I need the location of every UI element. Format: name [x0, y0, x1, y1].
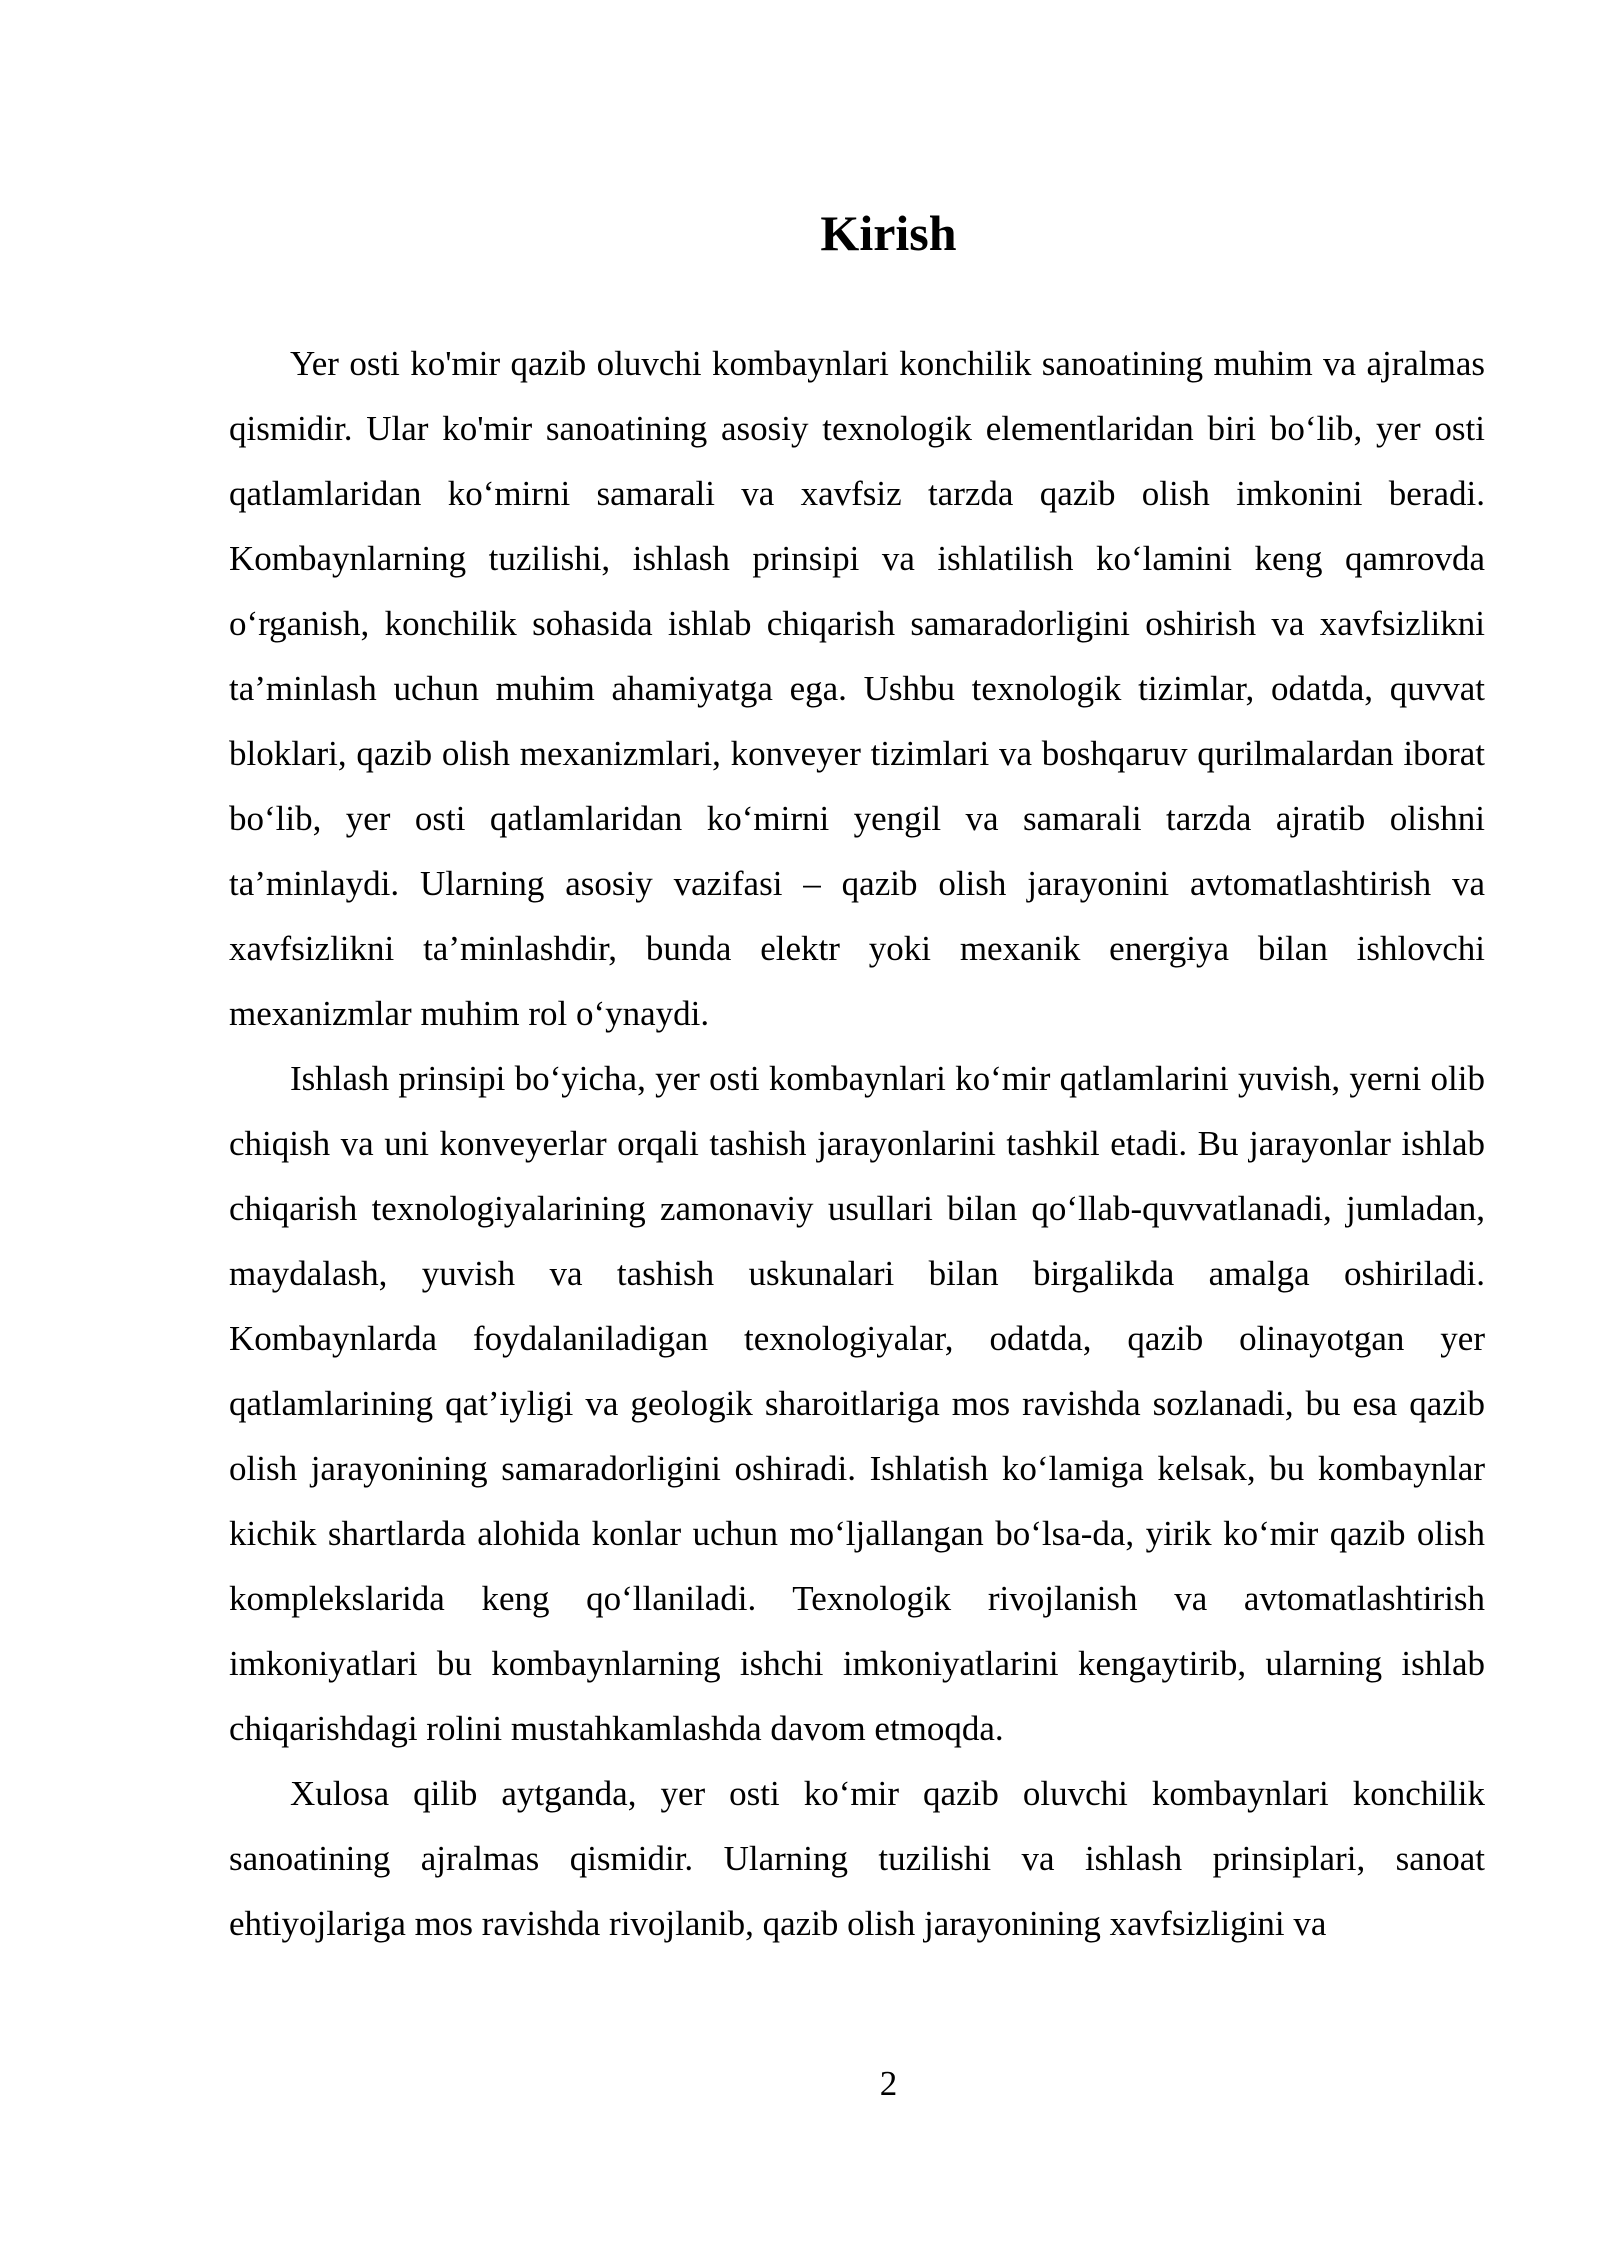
paragraph-introduction: Yer osti ko'mir qazib oluvchi kombaynlari konchilik sanoatining muhim va ajralmas qismidir. Ular ko'mir sanoatining asosiy texnologik elementlaridan biri bo‘lib, yer osti qatlamlaridan ko‘mirni samarali va xavfsiz tarzda qazib olish imkonini beradi. Kombaynlarning tuzilishi, ishlash prinsipi va ishlatilish ko‘lamini keng qamrovda o‘rganish, konchilik sohasida ishlab chiqarish samaradorligini oshirish va xavfsizlikni ta’minlash uchun muhim ahamiyatga ega. Ushbu texnologik tizimlar, odatda, quvvat bloklari, qazib olish mexanizmlari, konveyer tizimlari va boshqaruv qurilmalardan iborat bo‘lib, yer osti qatlamlaridan ko‘mirni yengil va samarali tarzda ajratib olishni ta’minlaydi. Ularning asosiy vazifasi – qazib olish jarayonini avtomatlashtirish va xavfsizlikni ta’minlashdir, bunda elektr yoki mexanik energiya bilan ishlovchi mexanizmlar muhim rol o‘ynaydi. — [229, 344, 1485, 1033]
paragraph-working-principle: Ishlash prinsipi bo‘yicha, yer osti kombaynlari ko‘mir qatlamlarini yuvish, yerni olib chiqish va uni konveyerlar orqali tashish jarayonlarini tashkil etadi. Bu jarayonlar ishlab chiqarish texnologiyalarining zamonaviy usullari bilan qo‘llab-quvvatlanadi, jumladan, maydalash, yuvish va tashish uskunalari bilan birgalikda amalga oshiriladi. Kombaynlarda foydalaniladigan texnologiyalar, odatda, qazib olinayotgan yer qatlamlarining qat’iyligi va geologik sharoitlariga mos ravishda sozlanadi, bu esa qazib olish jarayonining samaradorligini oshiradi. Ishlatish ko‘lamiga kelsak, bu kombaynlar kichik shartlarda alohida konlar uchun mo‘ljallangan bo‘lsa-da, yirik ko‘mir qazib olish komplekslarida keng qo‘llaniladi. Texnologik rivojlanish va avtomatlashtirish imkoniyatlari bu kombaynlarning ishchi imkoniyatlarini kengaytirib, ularning ishlab chiqarishdagi rolini mustahkamlashda davom etmoqda. — [229, 1059, 1485, 1748]
paragraph-conclusion: Xulosa qilib aytganda, yer osti ko‘mir qazib oluvchi kombaynlari konchilik sanoatining ajralmas qismidir. Ularning tuzilishi va ishlash prinsiplari, sanoat ehtiyojlariga mos ravishda rivojlanib, qazib olish jarayonining xavfsizligini va — [229, 1774, 1485, 1943]
page-title: Kirish — [820, 205, 957, 261]
page-number: 2 — [879, 2064, 898, 2103]
body-text — [229, 331, 1485, 1956]
